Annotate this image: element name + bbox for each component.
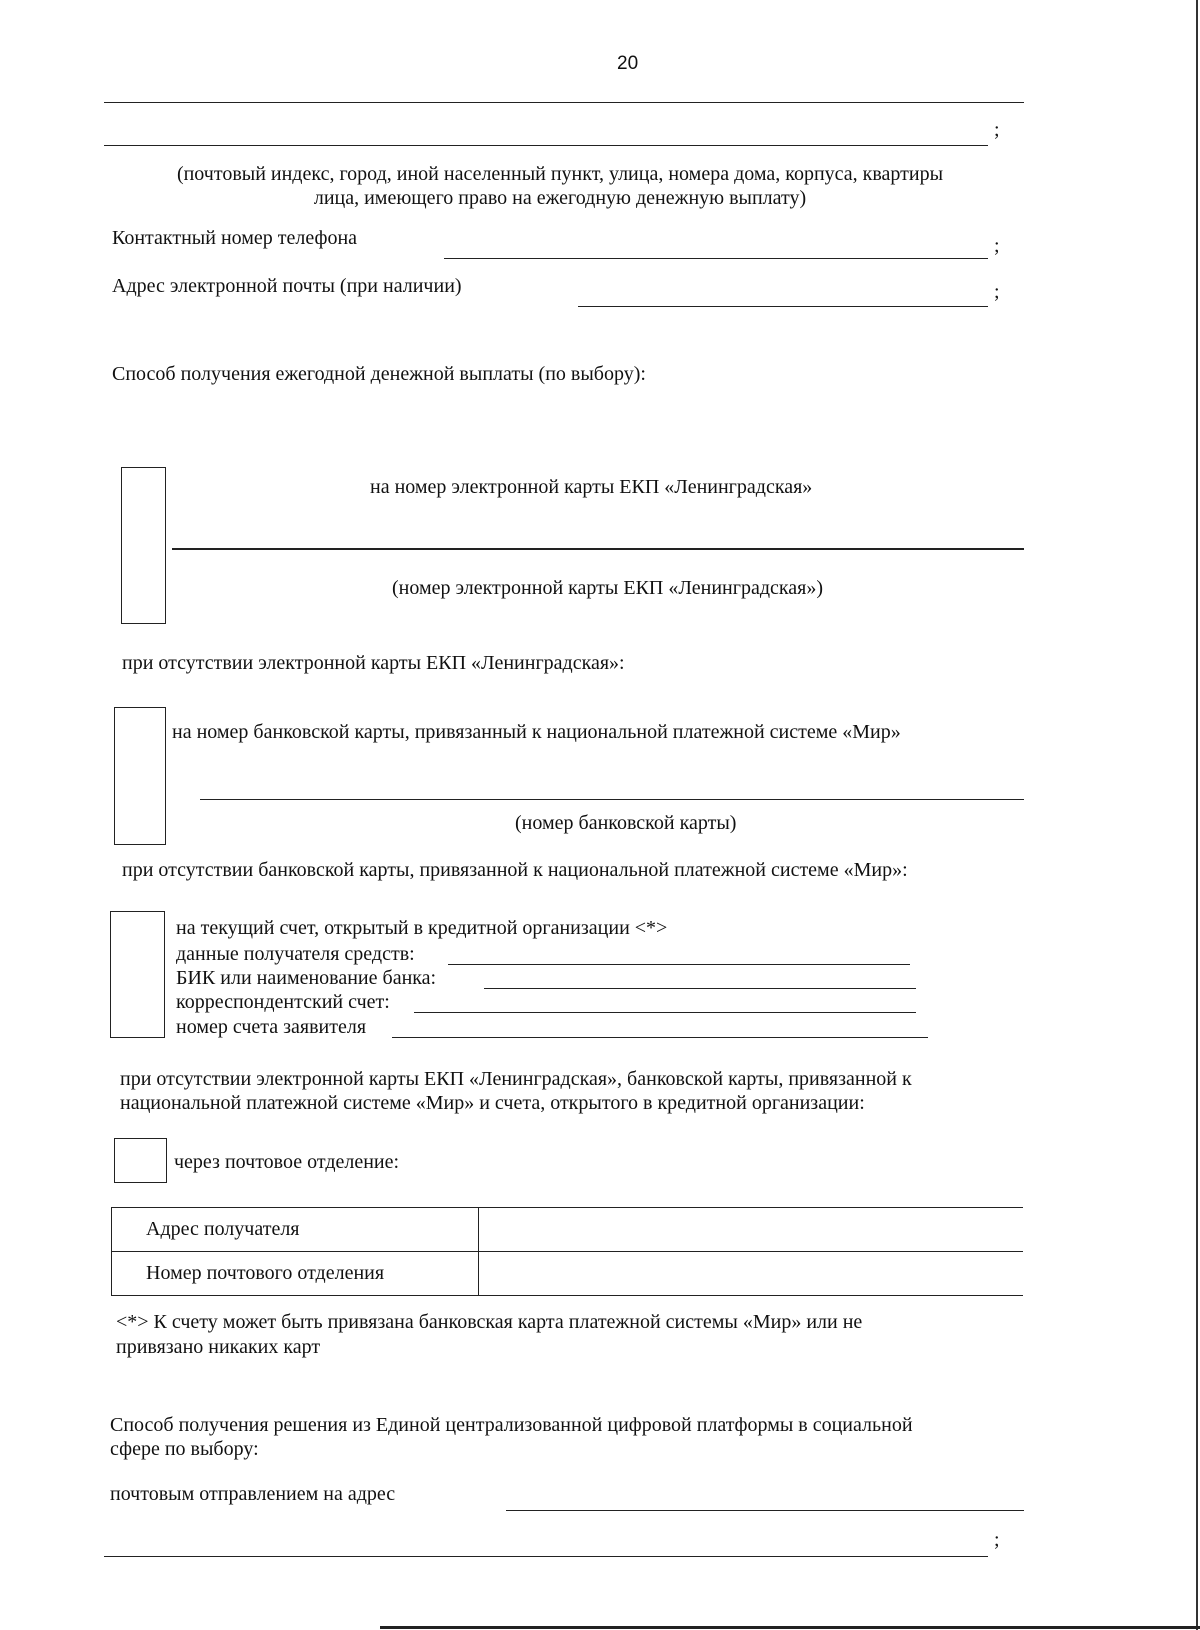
decision-address-line-1[interactable]: [506, 1510, 1024, 1511]
address-semicolon: ;: [994, 119, 1000, 141]
ekp-card-number-line[interactable]: [172, 548, 1024, 550]
condition-none-line2: национальной платежной системе «Мир» и счета, открытого в кредитной организации:: [120, 1092, 865, 1114]
address-line-2[interactable]: [104, 145, 988, 146]
phone-semicolon: ;: [994, 235, 1000, 257]
account-checkbox[interactable]: [110, 911, 165, 1038]
ekp-option-label: на номер электронной карты ЕКП «Ленинградская»: [370, 476, 813, 498]
correspondent-account-label: корреспондентский счет:: [176, 991, 390, 1013]
page-number: 20: [617, 53, 639, 74]
decision-address-line-2[interactable]: [104, 1556, 988, 1557]
address-caption-line2: лица, имеющего право на ежегодную денежную выплату): [313, 187, 807, 209]
post-office-number-label: Номер почтового отделения: [112, 1252, 479, 1296]
recipient-address-value[interactable]: [479, 1208, 1024, 1252]
email-field[interactable]: [578, 284, 988, 307]
post-office-number-value[interactable]: [479, 1252, 1024, 1296]
post-office-option-label: через почтовое отделение:: [174, 1151, 400, 1173]
footnote-line2: привязано никаких карт: [116, 1336, 321, 1358]
bank-card-checkbox[interactable]: [114, 707, 166, 845]
decision-heading-line1: Способ получения решения из Единой централизованной цифровой платформы в социальной: [110, 1414, 913, 1436]
footnote-line1: <*> К счету может быть привязана банковская карта платежной системы «Мир» или не: [116, 1311, 863, 1333]
bank-card-caption: (номер банковской карты): [515, 812, 737, 834]
recipient-data-line[interactable]: [448, 964, 910, 965]
phone-label: Контактный номер телефона: [112, 227, 358, 249]
applicant-account-label: номер счета заявителя: [176, 1016, 367, 1038]
table-row: [112, 1208, 1024, 1252]
condition-no-ekp: при отсутствии электронной карты ЕКП «Ленинградская»:: [122, 652, 625, 674]
email-semicolon: ;: [994, 281, 1000, 303]
condition-no-card: при отсутствии банковской карты, привязанной к национальной платежной системе «Мир»:: [122, 859, 908, 881]
condition-none-line1: при отсутствии электронной карты ЕКП «Ленинградская», банковской карты, привязанной к: [120, 1068, 912, 1090]
table-row: [112, 1252, 1024, 1296]
recipient-table: [111, 1207, 1023, 1296]
payment-method-heading: Способ получения ежегодной денежной выплаты (по выбору):: [112, 363, 646, 385]
email-label: Адрес электронной почты (при наличии): [112, 275, 462, 297]
bank-card-option-label: на номер банковской карты, привязанный к национальной платежной системе «Мир»: [172, 721, 901, 743]
bank-bic-label: БИК или наименование банка:: [176, 967, 437, 989]
recipient-address-label: Адрес получателя: [112, 1208, 479, 1252]
applicant-account-line[interactable]: [392, 1037, 928, 1038]
decision-heading-line2: сфере по выбору:: [110, 1438, 259, 1460]
ekp-card-caption: (номер электронной карты ЕКП «Ленинградская»): [392, 577, 824, 599]
recipient-data-label: данные получателя средств:: [176, 943, 415, 965]
account-option-label: на текущий счет, открытый в кредитной организации <*>: [176, 917, 668, 939]
post-office-checkbox[interactable]: [114, 1138, 167, 1183]
decision-semicolon: ;: [994, 1529, 1000, 1551]
bank-card-number-line[interactable]: [200, 799, 1024, 800]
scan-edge-bottom: [380, 1626, 1200, 1629]
scan-edge-right: [1196, 0, 1198, 1630]
ekp-checkbox[interactable]: [121, 467, 166, 624]
decision-post-label: почтовым отправлением на адрес: [110, 1483, 396, 1505]
address-line-1[interactable]: [104, 102, 1024, 103]
address-caption-line1: (почтовый индекс, город, иной населенный пункт, улица, номера дома, корпуса, квартиры: [176, 163, 944, 185]
correspondent-account-line[interactable]: [414, 1012, 916, 1013]
phone-field[interactable]: [444, 236, 988, 259]
bank-bic-line[interactable]: [484, 988, 916, 989]
